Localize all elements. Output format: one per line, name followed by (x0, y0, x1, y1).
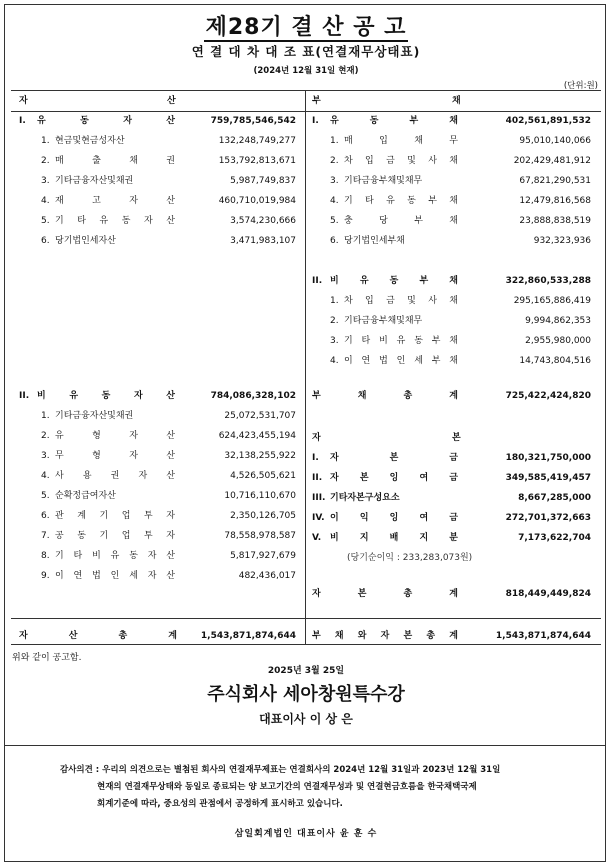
row-index: II. (19, 391, 30, 401)
asset-line-row (11, 566, 304, 586)
row-amount: 23,888,838,519 (519, 216, 591, 226)
total-liabilities-row (306, 386, 601, 406)
row-label: 현금및현금성자산 (55, 136, 125, 146)
row-label: 부 채 총 계 (312, 391, 458, 401)
section-divider (4, 745, 606, 746)
row-index: 6. (330, 236, 339, 246)
total-liabilities-equity-row (306, 626, 601, 646)
asset-line-row (11, 191, 304, 211)
row-label: 사 용 권 자 산 (55, 471, 175, 481)
row-label: 기타금융자산및채권 (55, 176, 134, 186)
liability-line-row (306, 291, 601, 311)
assets-header-a: 자 (19, 96, 28, 106)
row-label: 기타금융자산및채권 (55, 411, 134, 421)
row-label: 기 타 유 동 부 채 (344, 196, 458, 206)
row-index: 3. (330, 176, 339, 186)
liability-line-row (306, 151, 601, 171)
row-label: 재 고 자 산 (55, 196, 175, 206)
row-index: 9. (41, 571, 50, 581)
row-amount: 784,086,328,102 (210, 391, 296, 401)
totals-rule (11, 618, 601, 619)
row-label: 기 타 비 유 동 부 채 (344, 336, 458, 346)
row-index: 4. (330, 356, 339, 366)
row-index: 1. (330, 296, 339, 306)
row-amount: 322,860,533,288 (505, 276, 591, 286)
liability-line-row (306, 311, 601, 331)
row-label: 공 동 기 업 투 자 (55, 531, 175, 541)
equity-row (306, 448, 601, 468)
row-amount: 7,173,622,704 (518, 533, 591, 543)
asset-line-row (11, 426, 304, 446)
asset-line-row (11, 466, 304, 486)
equity-row (306, 468, 601, 488)
row-label: 매 출 채 권 (55, 156, 175, 166)
liability-line-row (306, 331, 601, 351)
liability-line-row (306, 191, 601, 211)
row-index: II. (312, 473, 323, 483)
row-amount: 132,248,749,277 (218, 136, 296, 146)
row-amount: 932,323,936 (533, 236, 591, 246)
row-amount: 14,743,804,516 (519, 356, 591, 366)
row-amount: 2,955,980,000 (525, 336, 591, 346)
ceo-name: 대표이사 이 상 은 (259, 712, 353, 726)
page-title (0, 10, 612, 41)
company-name: 주식회사 세아창원특수강 (207, 684, 405, 705)
row-amount: 3,574,230,666 (230, 216, 296, 226)
row-label: 자 산 총 계 (19, 631, 177, 641)
asset-line-row (11, 446, 304, 466)
row-amount: 1,543,871,874,644 (200, 631, 296, 641)
row-label: 무 형 자 산 (55, 451, 175, 461)
row-index: 4. (330, 196, 339, 206)
row-label: 이 연 법 인 세 부 채 (344, 356, 458, 366)
row-index: 1. (41, 411, 50, 421)
row-label: 기타자본구성요소 (330, 493, 400, 503)
row-index: 4. (41, 471, 50, 481)
row-amount: 2,350,126,705 (230, 511, 296, 521)
row-amount: 295,165,886,419 (513, 296, 591, 306)
row-amount: 725,422,424,820 (505, 391, 591, 401)
equity-header (306, 428, 601, 448)
row-index: 5. (41, 216, 50, 226)
asset-line-row (11, 406, 304, 426)
opinion-line-3: 회계기준에 따라, 중요성의 관점에서 공정하게 표시하고 있습니다. (97, 799, 343, 809)
row-index: 3. (41, 176, 50, 186)
asset-line-row (11, 486, 304, 506)
row-amount: 460,710,019,984 (218, 196, 296, 206)
liability-section-row (306, 271, 601, 291)
row-label: 차 입 금 및 사 채 (344, 296, 458, 306)
row-label: 이 익 잉 여 금 (330, 513, 458, 523)
row-amount: 25,072,531,707 (224, 411, 296, 421)
row-label: 자 본 잉 여 금 (330, 473, 458, 483)
as-of-date: (2024년 12월 31일 현재) (253, 66, 359, 76)
row-label: 자 본 총 계 (312, 589, 458, 599)
liabilities-header (306, 91, 601, 112)
row-label: 자 본 금 (330, 453, 458, 463)
row-label: 기 타 비 유 동 자 산 (55, 551, 175, 561)
row-index: 7. (41, 531, 50, 541)
row-index: I. (312, 116, 319, 126)
row-label: 당기법인세자산 (55, 236, 116, 246)
announcement-date: 2025년 3월 25일 (267, 666, 345, 676)
liability-line-row (306, 131, 601, 151)
statement-subtitle: 연 결 대 차 대 조 표(연결재무상태표) (191, 44, 421, 59)
row-label: 기타금융부채및채무 (344, 316, 423, 326)
row-index: 2. (330, 156, 339, 166)
row-amount: 10,716,110,670 (224, 491, 296, 501)
auditor-signature: 삼일회계법인 대표이사 윤 훈 수 (234, 829, 378, 839)
asset-section-row (11, 386, 304, 406)
liability-line-row (306, 171, 601, 191)
opinion-line-1: 감사의견 : 우리의 의견으로는 별첨된 회사의 연결재무제표는 연결회사의 2024년 12월 31일과 2023년 12월 31일 (60, 765, 501, 775)
row-index: 1. (41, 136, 50, 146)
row-label: 매 입 채 무 (344, 136, 458, 146)
row-amount: 5,987,749,837 (230, 176, 296, 186)
row-amount: 482,436,017 (238, 571, 296, 581)
equity-header-b: 본 (452, 433, 461, 443)
audit-opinion (60, 762, 580, 813)
assets-header (11, 91, 305, 112)
row-label: 유 동 부 채 (330, 116, 458, 126)
row-amount: 12,479,816,568 (519, 196, 591, 206)
liability-section-row (306, 111, 601, 131)
net-income-note: (당기순이익 : 233,283,073원) (347, 553, 473, 563)
asset-line-row (11, 151, 304, 171)
asset-line-row (11, 526, 304, 546)
balance-sheet-table (11, 90, 601, 645)
row-label: 이 연 법 인 세 자 산 (55, 571, 175, 581)
row-index: 5. (330, 216, 339, 226)
row-index: I. (19, 116, 26, 126)
asset-line-row (11, 171, 304, 191)
row-amount: 180,321,750,000 (505, 453, 591, 463)
equity-row (306, 508, 601, 528)
row-index: 2. (41, 431, 50, 441)
row-amount: 818,449,449,824 (505, 589, 591, 599)
asset-line-row (11, 131, 304, 151)
row-label: 기타금융부채및채무 (344, 176, 423, 186)
row-index: 8. (41, 551, 50, 561)
row-amount: 78,558,978,587 (224, 531, 296, 541)
unit-label: (단위:원) (563, 81, 598, 91)
row-label: 충 당 부 채 (344, 216, 458, 226)
row-amount: 67,821,290,531 (519, 176, 591, 186)
assets-header-b: 산 (167, 96, 176, 106)
row-amount: 624,423,455,194 (218, 431, 296, 441)
total-assets-row (11, 626, 304, 646)
row-amount: 402,561,891,532 (505, 116, 591, 126)
row-amount: 8,667,285,000 (518, 493, 591, 503)
row-index: 3. (330, 336, 339, 346)
row-amount: 9,994,862,353 (525, 316, 591, 326)
row-amount: 95,010,140,066 (519, 136, 591, 146)
row-index: 3. (41, 451, 50, 461)
row-amount: 3,471,983,107 (230, 236, 296, 246)
row-amount: 153,792,813,671 (218, 156, 296, 166)
row-label: 기 타 유 동 자 산 (55, 216, 175, 226)
asset-line-row (11, 546, 304, 566)
row-index: 2. (330, 316, 339, 326)
row-index: V. (312, 533, 322, 543)
row-index: 6. (41, 511, 50, 521)
equity-row (306, 488, 601, 508)
asset-line-row (11, 231, 304, 251)
row-amount: 1,543,871,874,644 (495, 631, 591, 641)
row-label: 관 계 기 업 투 자 (55, 511, 175, 521)
row-label: 비 유 동 부 채 (330, 276, 458, 286)
opinion-line-2: 현재의 연결재무상태와 동일로 종료되는 양 보고기간의 연결재무성과 및 연결현금흐름을 한국채택국제 (97, 782, 477, 792)
row-amount: 349,585,419,457 (505, 473, 591, 483)
row-label: 유 형 자 산 (55, 431, 175, 441)
row-index: IV. (312, 513, 325, 523)
row-amount: 272,701,372,663 (505, 513, 591, 523)
row-index: 6. (41, 236, 50, 246)
row-index: 5. (41, 491, 50, 501)
row-label: 차 입 금 및 사 채 (344, 156, 458, 166)
row-amount: 32,138,255,922 (224, 451, 296, 461)
liability-line-row (306, 231, 601, 251)
row-index: 2. (41, 156, 50, 166)
title-text: 제28기 결 산 공 고 (205, 15, 407, 40)
row-index: II. (312, 276, 323, 286)
row-label: 순확정급여자산 (55, 491, 116, 501)
row-index: 1. (330, 136, 339, 146)
liability-line-row (306, 211, 601, 231)
row-index: 4. (41, 196, 50, 206)
row-amount: 202,429,481,912 (513, 156, 591, 166)
row-index: I. (312, 453, 319, 463)
row-index: III. (312, 493, 326, 503)
row-label: 당기법인세부채 (344, 236, 405, 246)
liab-header-a: 부 (312, 96, 321, 106)
announcement-note: 위와 같이 공고함. (12, 653, 82, 663)
asset-section-row (11, 111, 304, 131)
row-label: 비 유 동 자 산 (37, 391, 175, 401)
liab-header-b: 채 (452, 96, 461, 106)
row-label: 유 동 자 산 (37, 116, 175, 126)
row-label: 부 채 와 자 본 총 계 (312, 631, 458, 641)
row-amount: 5,817,927,679 (230, 551, 296, 561)
row-amount: 759,785,546,542 (210, 116, 296, 126)
row-label: 비 지 배 지 분 (330, 533, 458, 543)
asset-line-row (11, 506, 304, 526)
equity-row (306, 528, 601, 548)
liability-line-row (306, 351, 601, 371)
row-amount: 4,526,505,621 (230, 471, 296, 481)
equity-header-a: 자 (312, 433, 321, 443)
asset-line-row (11, 211, 304, 231)
total-equity-row (306, 584, 601, 604)
